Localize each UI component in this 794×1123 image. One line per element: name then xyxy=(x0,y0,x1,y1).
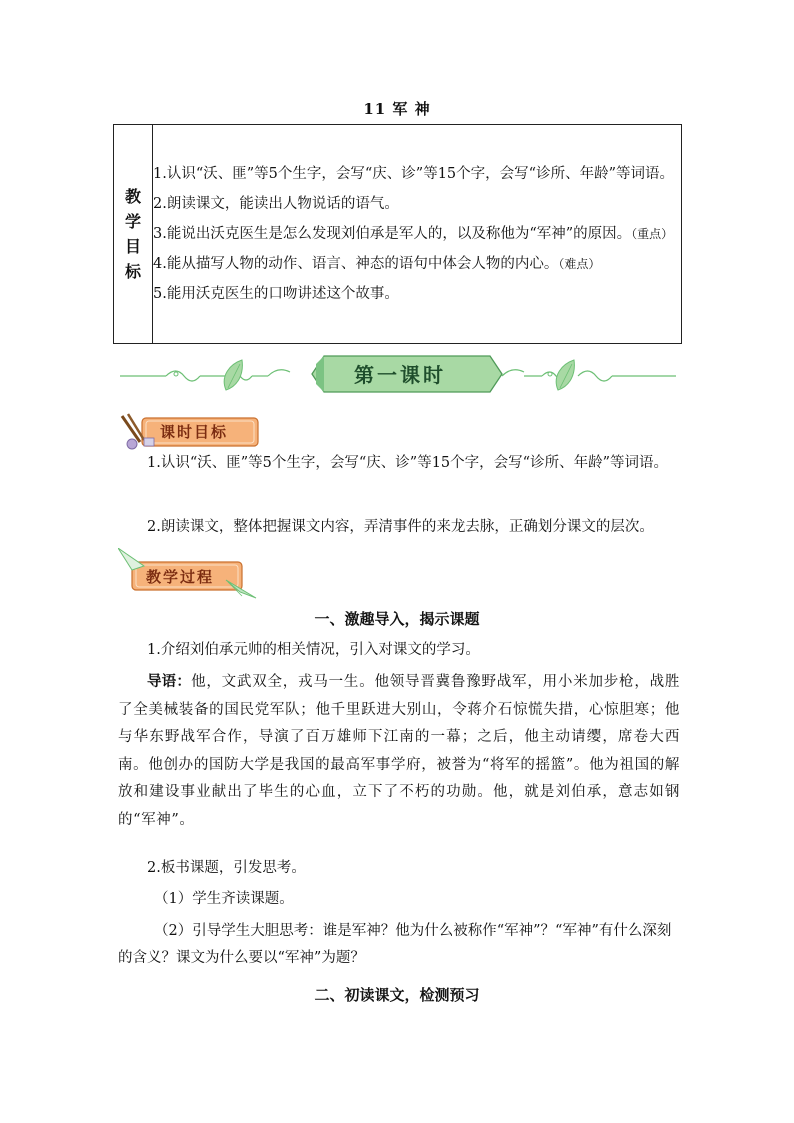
goal-item-3 xyxy=(153,221,681,248)
section-goal-tag-text: 课时目标 xyxy=(160,423,229,441)
goal-item-4 xyxy=(153,251,681,278)
section-goal-item-1: 1.认识“沃、匪”等5个生字，会写“庆、诊”等15个字，会写“诊所、年龄”等词语。 xyxy=(147,455,668,471)
banner-label: 第一课时 xyxy=(354,363,446,387)
lesson-title: 11 军 神 xyxy=(363,100,431,118)
step1-item-2: 2.板书课题，引发思考。 xyxy=(147,860,306,876)
goal-note-key: （重点） xyxy=(631,226,674,241)
goal-item-4-text: 4.能从描写人物的动作、语言、神态的语句中体会人物的内心。 xyxy=(153,255,559,272)
step1-sub-1: （1）学生齐读课题。 xyxy=(154,891,294,907)
step2-heading: 二、初读课文，检测预习 xyxy=(314,986,480,1004)
goal-item-3-text: 3.能说出沃克医生是怎么发现刘伯承是军人的，以及称他为“军神”的原因。 xyxy=(153,225,632,242)
lead-label: 导语： xyxy=(147,673,192,690)
goal-item-2: 2.朗读课文，能读出人物说话的语气。 xyxy=(153,195,399,212)
teaching-goals-body xyxy=(153,125,682,344)
step1-item-1: 1.介绍刘伯承元帅的相关情况，引入对课文的学习。 xyxy=(147,642,480,658)
teaching-goals-header-text: 教学目标 xyxy=(124,187,141,281)
process-tag xyxy=(118,548,258,600)
goal-note-difficult: （难点） xyxy=(558,256,601,271)
goal-item-5: 5.能用沃克医生的口吻讲述这个故事。 xyxy=(153,285,399,302)
lesson-period-banner xyxy=(118,352,678,396)
section-goal-tag xyxy=(118,412,263,446)
section-goal-item-2: 2.朗读课文，整体把握课文内容，弄清事件的来龙去脉，正确划分课文的层次。 xyxy=(147,519,654,535)
process-tag-text: 教学过程 xyxy=(146,568,215,586)
goal-item-1: 1.认识“沃、匪”等5个生字，会写“庆、诊”等15个字，会写“诊所、年龄”等词语。 xyxy=(153,165,674,182)
lead-text: 他，文武双全，戎马一生。他领导晋冀鲁豫野战军，用小米加步枪，战胜了全美械装备的国民党军队；他千里跃进大别山，令蒋介石惊慌失措，心惊胆寒；他与华东野战军合作，导演了百万雄师下江南的一幕；之后，他主动请缨，席卷大西南。他创办的国防大学是我国的最高军事学府，被誉为“将军的摇篮”。他为祖国的解放和建设事业献出了毕生的心血，立下了不朽的功勋。他，就是刘伯承，意志如钢的“军神”。 xyxy=(118,674,681,828)
teaching-goals-table xyxy=(113,124,682,344)
lead-in-paragraph xyxy=(118,668,680,834)
step1-sub-2: （2）引导学生大胆思考：谁是军神？他为什么被称作“军神”？“军神”有什么深刻的含义？课文为什么要以“军神”为题？ xyxy=(118,923,672,966)
step1-heading: 一、激趣导入，揭示课题 xyxy=(314,610,480,628)
teaching-goals-header xyxy=(114,125,153,344)
